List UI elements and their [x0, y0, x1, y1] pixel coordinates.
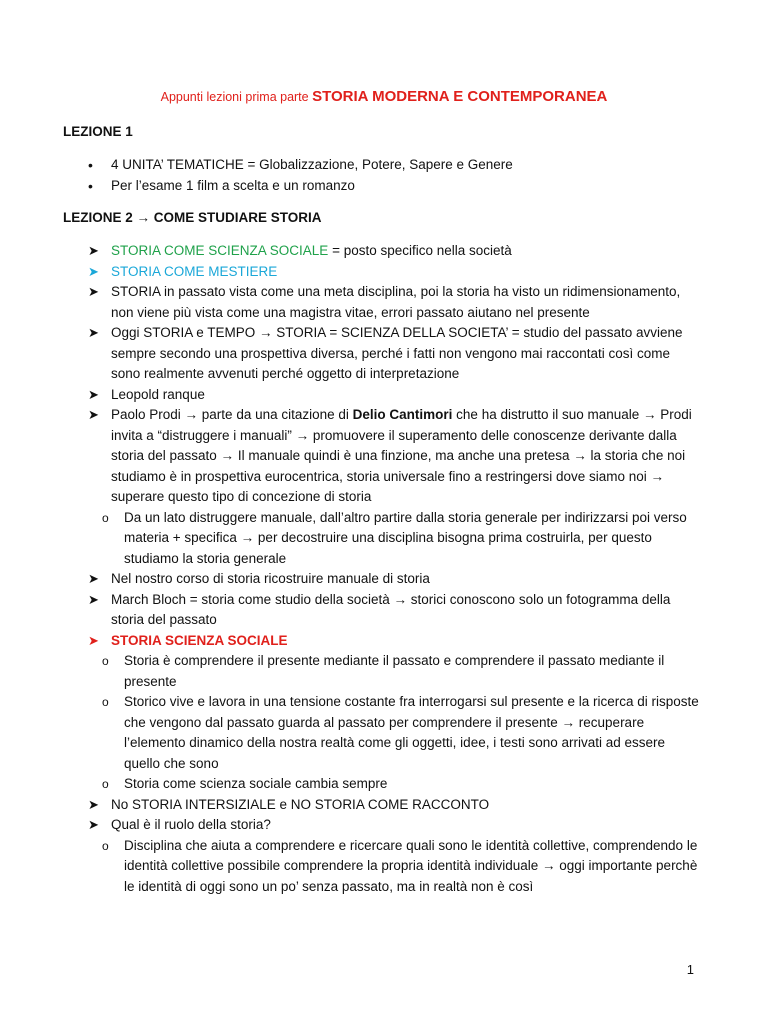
list-item: ➤ STORIA in passato vista come una meta disciplina, poi la storia ha visto un ridimensionamento, non viene più vista come una magistra vitae, errori passato aiutano nel presente [88, 284, 681, 320]
list-item: ➤ STORIA SCIENZA SOCIALE [88, 631, 703, 652]
arrow-bullet-icon: ➤ [88, 817, 99, 832]
page-number: 1 [686, 962, 694, 977]
circle-bullet-icon: o [102, 654, 109, 668]
list-item: ➤ STORIA COME SCIENZA SOCIALE = posto specifico nella società [88, 241, 703, 262]
heading-lezione-2: LEZIONE 2 → COME STUDIARE STORIA [63, 210, 322, 225]
circle-bullet-icon: o [102, 695, 109, 709]
list-item: ➤ Paolo Prodi → parte da una citazione di Delio Cantimori che ha distrutto il suo manuale → Prodi invita a “distruggere i manuali” → promuovere il superamento delle conoscenze derivante dalla storia del passato → Il manuale quindi è una finzione, ma anche una pretesa → la storia che noi studiamo è in prospettiva eurocentrica, storia universale fino a restringersi dove siamo noi → superare questo tipo di concezione di storia [88, 407, 692, 504]
title-main: STORIA MODERNA E CONTEMPORANEA [312, 88, 608, 105]
lezione-2-list [88, 241, 703, 897]
list-item: ➤ Nel nostro corso di storia ricostruire manuale di storia [88, 569, 703, 590]
circle-bullet-icon: o [102, 510, 109, 525]
circle-bullet-icon: o [102, 838, 109, 853]
list-item: ➤ Oggi STORIA e TEMPO → STORIA = SCIENZA DELLA SOCIETA’ = studio del passato avviene sempre secondo una prospettiva diversa, perché i fatti non vengono mai raccontati così come sono realmente avvenuti perché oggetto di interpretazione [88, 325, 683, 381]
arrow-bullet-icon: ➤ [88, 284, 99, 299]
arrow-bullet-icon: ➤ [88, 796, 99, 812]
list-sub-item: o Storia è comprendere il presente mediante il passato e comprendere il passato mediante il presente [102, 653, 665, 689]
list-item: ➤ STORIA COME MESTIERE [88, 262, 703, 283]
title-prefix: Appunti lezioni prima parte [160, 90, 313, 104]
list-item: • Per l’esame 1 film a scelta e un romanzo [88, 176, 513, 197]
list-sub-item: o Da un lato distruggere manuale, dall’altro partire dalla storia generale per indirizzarsi poi verso materia + specifica → per decostruire una disciplina bisogna prima costruirla, per questo studiamo la storia generale [102, 509, 687, 566]
arrow-bullet-icon: ➤ [88, 571, 99, 586]
arrow-bullet-icon: ➤ [88, 263, 99, 279]
arrow-bullet-icon: ➤ [88, 407, 99, 422]
list-sub-item: o Storia come scienza sociale cambia sempre [88, 774, 703, 795]
arrow-bullet-icon: ➤ [88, 325, 99, 340]
document-title [0, 87, 768, 107]
heading-lezione-1: LEZIONE 1 [63, 124, 133, 139]
list-item: ➤ Leopold ranque [88, 385, 703, 406]
list-item: • 4 UNITA’ TEMATICHE = Globalizzazione, Potere, Sapere e Genere [88, 155, 513, 176]
lezione-1-list [88, 155, 513, 196]
list-item: ➤ Qual è il ruolo della storia? [88, 815, 703, 836]
list-sub-item: o Storico vive e lavora in una tensione costante fra interrogarsi sul presente e la ricerca di risposte che vengono dal passato guarda al passato per comprendere il presente → recuperare l’elemento dinamico della nostra realtà come gli oggetti, idee, i testi sono arrivati ad essere quello che sono [102, 694, 699, 771]
circle-bullet-icon: o [102, 777, 109, 791]
arrow-bullet-icon: ➤ [88, 243, 99, 258]
list-item: ➤ March Bloch = storia come studio della società → storici conoscono solo un fotogramma della storia del passato [88, 591, 671, 627]
list-item: ➤ No STORIA INTERSIZIALE e NO STORIA COME RACCONTO [88, 795, 703, 816]
arrow-bullet-icon: ➤ [88, 632, 99, 648]
arrow-bullet-icon: ➤ [88, 591, 99, 607]
arrow-bullet-icon: ➤ [88, 386, 99, 402]
list-sub-item: o Disciplina che aiuta a comprendere e ricercare quali sono le identità collettive, comprendendo le identità collettive possibile comprendere la propria identità individuale → oggi importante perchè le identità di oggi sono un po’ senza passato, ma in realtà non è così [102, 837, 698, 894]
